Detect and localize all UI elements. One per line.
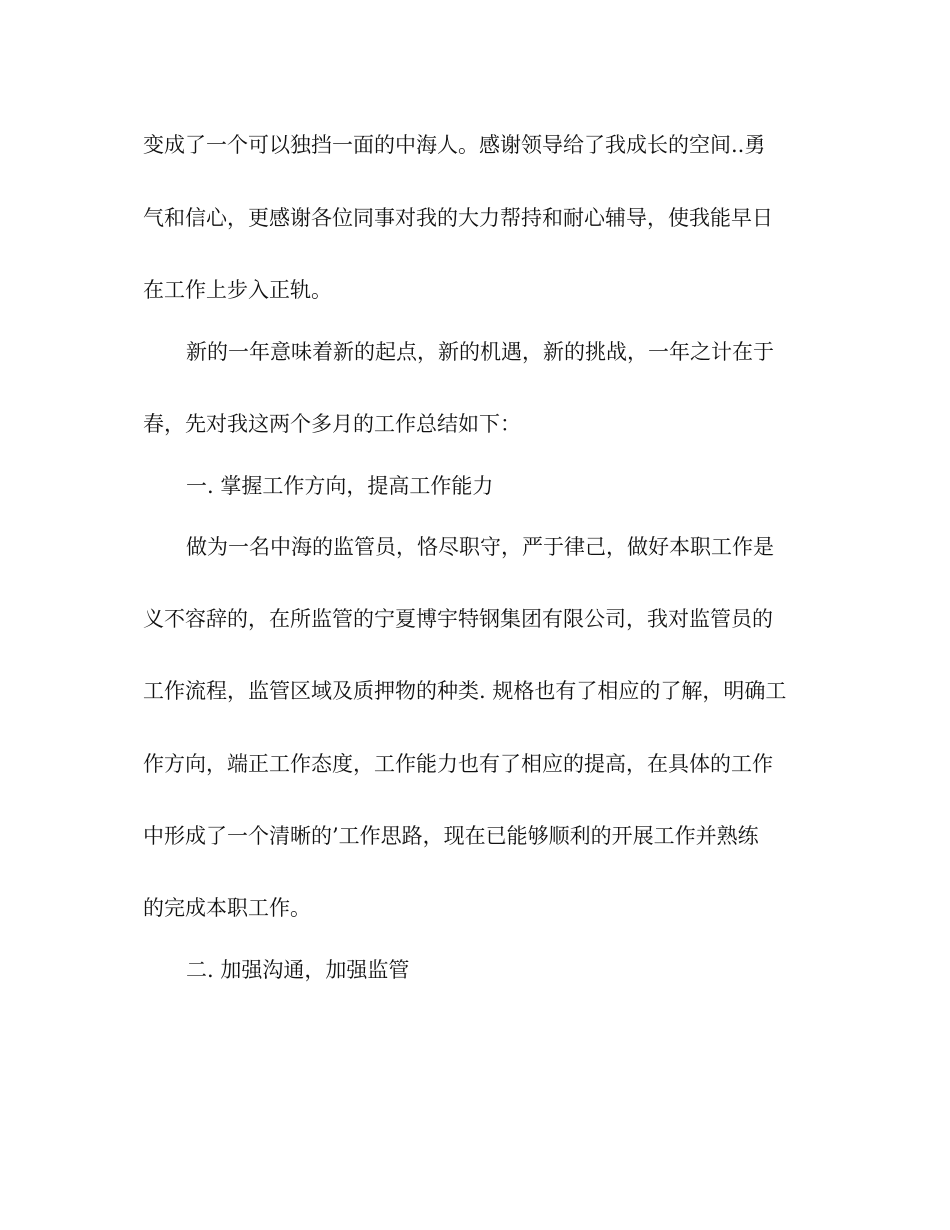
paragraph-line-2: 气和信心，更感谢各位同事对我的大力帮持和耐心辅导，使我能早日 xyxy=(143,206,773,230)
paragraph-line-3: 在工作上步入正轨。 xyxy=(143,278,332,302)
paragraph-line-10: 作方向，端正工作态度，工作能力也有了相应的提高，在具体的工作 xyxy=(143,752,773,776)
paragraph-line-8: 义不容辞的，在所监管的宁夏博宇特钢集团有限公司，我对监管员的 xyxy=(143,607,773,631)
paragraph-line-7: 做为一名中海的监管员，恪尽职守，严于律己，做好本职工作是 xyxy=(186,535,774,559)
paragraph-line-1: 变成了一个可以独挡一面的中海人。感谢领导给了我成长的空间..勇 xyxy=(143,133,766,157)
paragraph-line-4: 新的一年意味着新的起点，新的机遇，新的挑战，一年之计在于 xyxy=(186,340,774,364)
paragraph-line-12: 的完成本职工作。 xyxy=(143,896,311,920)
paragraph-line-5: 春，先对我这两个多月的工作总结如下： xyxy=(143,412,521,436)
paragraph-line-9: 工作流程，监管区域及质押物的种类. 规格也有了相应的了解，明确工 xyxy=(143,679,787,703)
section-heading-1: 一. 掌握工作方向，提高工作能力 xyxy=(186,474,494,498)
section-heading-2: 二. 加强沟通，加强监管 xyxy=(186,958,410,982)
paragraph-line-11: 中形成了一个清晰的’工作思路，现在已能够顺利的开展工作并熟练 xyxy=(143,824,759,848)
